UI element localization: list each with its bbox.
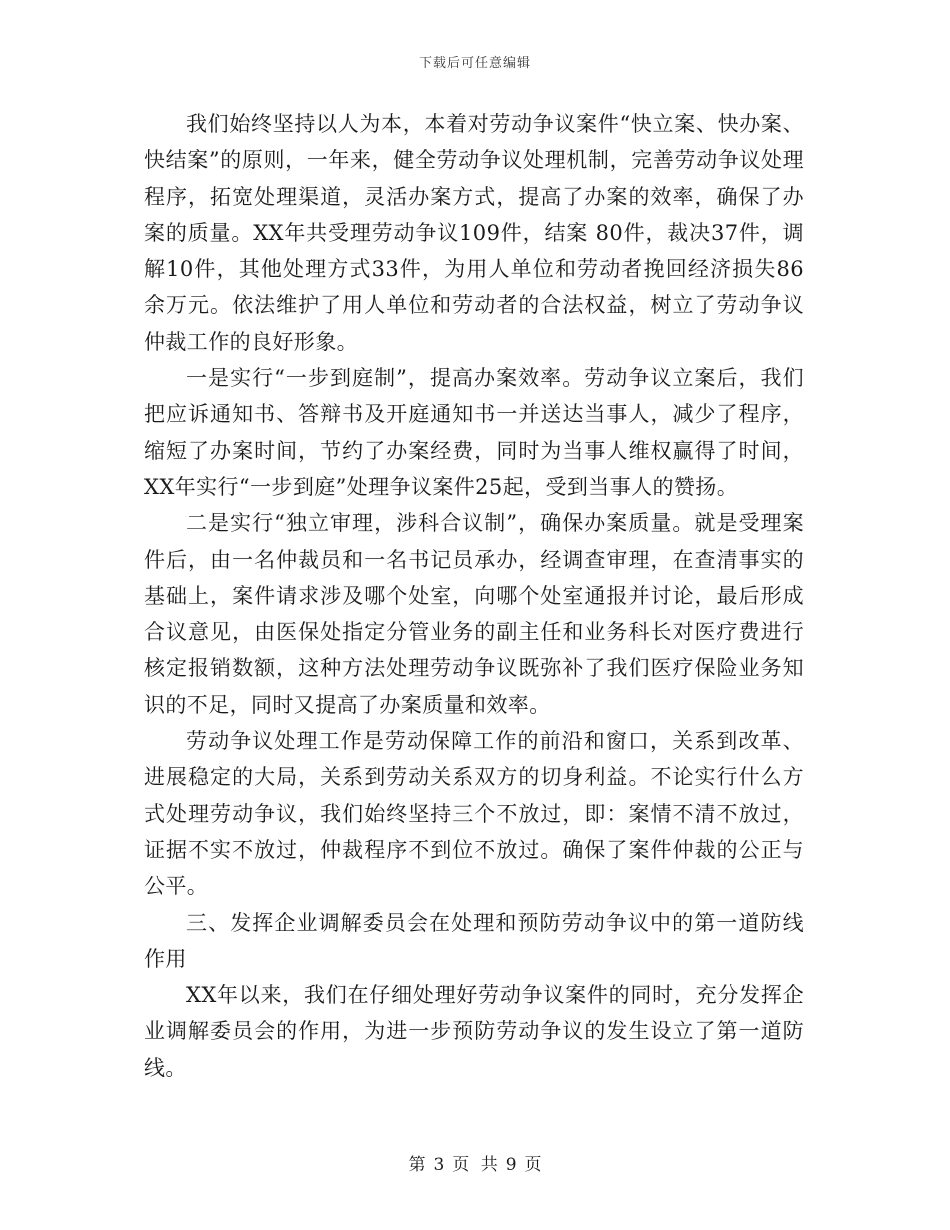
paragraph-principles: 劳动争议处理工作是劳动保障工作的前沿和窗口，关系到改革、进展稳定的大局，关系到劳动关系双方的切身利益。不论实行什么方式处理劳动争议，我们始终坚持三个不放过，即：案情不清不放过，证据不实不放过，仲裁程序不到位不放过。确保了案件仲裁的公正与公平。: [144, 729, 804, 899]
footer-middle: 页 共: [452, 1155, 498, 1175]
page-header-note: 下载后可任意编辑: [418, 56, 531, 71]
paragraph-independent-review: 二是实行“独立审理，涉科合议制”，确保办案质量。就是受理案件后，由一名仲裁员和一名书记员承办，经调查审理，在查清事实的基础上，案件请求涉及哪个处室，向哪个处室通报并讨论，最后形成合议意见，由医保处指定分管业务的副主任和业务科长对医疗费进行核定报销数额，这种方法处理劳动争议既弥补了我们医疗保险业务知识的不足，同时又提高了办案质量和效率。: [144, 511, 804, 717]
footer-total-pages: 9: [505, 1155, 517, 1175]
paragraph-one-step-court: 一是实行“一步到庭制”，提高办案效率。劳动争议立案后，我们把应诉通知书、答辩书及开庭通知书一并送达当事人，减少了程序，缩短了办案时间，节约了办案经费，同时为当事人维权赢得了时间，XX年实行“一步到庭”处理争议案件25起，受到当事人的赞扬。: [144, 366, 804, 499]
section-heading-three: 三、发挥企业调解委员会在处理和预防劳动争议中的第一道防线作用: [144, 910, 804, 971]
footer-suffix: 页: [524, 1155, 542, 1175]
page-number-footer: [0, 1150, 950, 1175]
footer-current-page: 3: [433, 1155, 445, 1175]
paragraph-summary: 我们始终坚持以人为本，本着对劳动争议案件“快立案、快办案、快结案”的原则，一年来，健全劳动争议处理机制，完善劳动争议处理程序，拓宽处理渠道，灵活办案方式，提高了办案的效率，确保了办案的质量。XX年共受理劳动争议109件，结案 80件，裁决37件，调解10件，其他处理方式33件，为用人单位和劳动者挽回经济损失86余万元。依法维护了用人单位和劳动者的合法权益，树立了劳动争议仲裁工作的良好形象。: [144, 112, 804, 354]
footer-prefix: 第: [408, 1155, 426, 1175]
document-body: [144, 106, 804, 1086]
paragraph-mediation: XX年以来，我们在仔细处理好劳动争议案件的同时，充分发挥企业调解委员会的作用，为进一步预防劳动争议的发生设立了第一道防线。: [144, 983, 804, 1080]
